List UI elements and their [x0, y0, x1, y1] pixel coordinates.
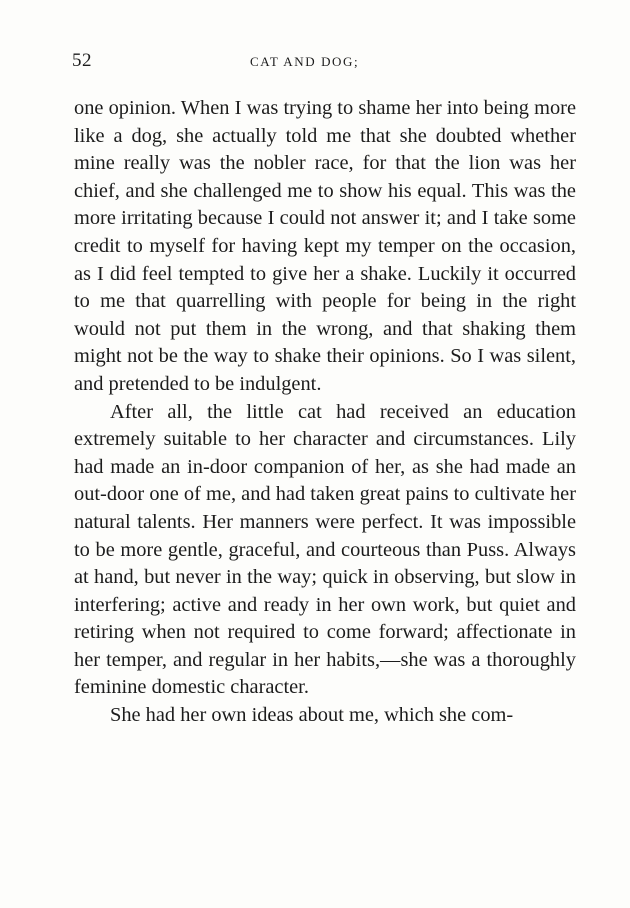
- page-header: [72, 50, 578, 72]
- running-head: CAT AND DOG;: [250, 54, 360, 69]
- body-text: [74, 95, 576, 730]
- paragraph: one opinion. When I was trying to shame her into being more like a dog, she actually told me that she doubted whether mine really was the nobler race, for that the lion was her chief, and she challenged me to show his equal. This was the more irritating because I could not answer it; and I take some credit to myself for having kept my temper on the occasion, as I did feel tempted to give her a shake. Luckily it occurred to me that quarrelling with people for being in the right would not put them in the wrong, and that shaking them might not be the way to shake their opinions. So I was silent, and pretended to be indulgent.: [74, 97, 576, 395]
- paragraph: She had her own ideas about me, which she com-: [110, 704, 514, 727]
- paragraph: After all, the little cat had received an education extremely suitable to her character and circumstances. Lily had made an in-door companion of her, as she had made an out-door one of me, and had taken great pains to cultivate her natural talents. Her manners were perfect. It was impossible to be more gentle, graceful, and courteous than Puss. Always at hand, but never in the way; quick in observing, but slow in interfering; active and ready in her own work, but quiet and retiring when not required to come forward; affectionate in her temper, and regular in her habits,—she was a thoroughly feminine domestic character.: [74, 400, 576, 699]
- page-number: 52: [72, 50, 92, 71]
